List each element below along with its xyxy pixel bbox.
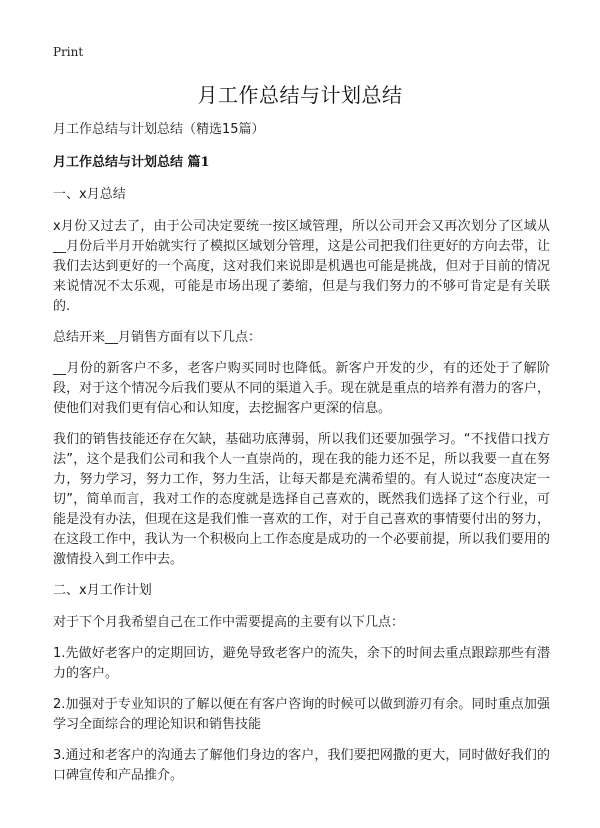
- plan-item-1: 1.先做好老客户的定期回访，避免导致老客户的流失，余下的时间去重点跟踪那些有潜力的客户。: [53, 646, 550, 681]
- paragraph-intro: x月份又过去了，由于公司决定要统一按区域管理，所以公司开会又再次划分了区域从__月份后半月开始就实行了模拟区域划分管理，这是公司把我们往更好的方向去带，让我们去达到更好的一个高度，这对我们来说即是机遇也可能是挑战，但对于目前的情况来说情况不太乐观，可能是市场出现了萎缩，但是与我们努力的不够可肯定是有关联的.: [53, 219, 550, 314]
- print-link[interactable]: Print: [53, 45, 84, 59]
- document-subtitle: 月工作总结与计划总结（精选15篇）: [53, 122, 265, 137]
- document-body: [53, 120, 550, 797]
- plan-item-2: 2.加强对于专业知识的了解以便在有客户咨询的时候可以做到游刃有余。同时重点加强学习全面综合的理论知识和销售技能: [53, 697, 550, 732]
- plan-item-3: 3.通过和老客户的沟通去了解他们身边的客户，我们要把网撒的更大，同时做好我们的口碑宣传和产品推介。: [53, 748, 550, 783]
- plan-heading: 二、x月工作计划: [53, 583, 152, 598]
- paragraph-sales-skills: 我们的销售技能还存在欠缺，基础功底薄弱，所以我们还要加强学习。“不找借口找方法”，这个是我们公司和我个人一直崇尚的，现在我的能力还不足，所以我要一直在努力，努力学习，努力工作，努力生活，让每天都是充满希望的。有人说过“态度决定一切”，简单而言，我对工作的态度就是选择自己喜欢的，既然我们选择了这个行业，可能是没有办法，但现在这是我们惟一喜欢的工作，对于自己喜欢的事情要付出的努力，在这段工作中，我认为一个积极向上工作态度是成功的一个必要前提，所以我们要用的激情投入到工作中去。: [53, 432, 550, 567]
- paragraph-plan-intro: 对于下个月我希望自己在工作中需要提高的主要有以下几点：: [53, 615, 405, 630]
- paragraph-new-customers: __月份的新客户不多，老客户购买同时也降低。新客户开发的少，有的还处于了解阶段，对于这个情况今后我们要从不同的渠道入手。现在就是重点的培养有潜力的客户，使他们对我们更有信心和认知度，去挖掘客户更深的信息。: [53, 361, 550, 416]
- paragraph-summary-points: 总结开来__月销售方面有以下几点：: [53, 330, 262, 345]
- summary-heading: 一、x月总结: [53, 187, 126, 202]
- page-title: 月工作总结与计划总结: [197, 83, 403, 107]
- section-title: 月工作总结与计划总结 篇1: [53, 155, 210, 170]
